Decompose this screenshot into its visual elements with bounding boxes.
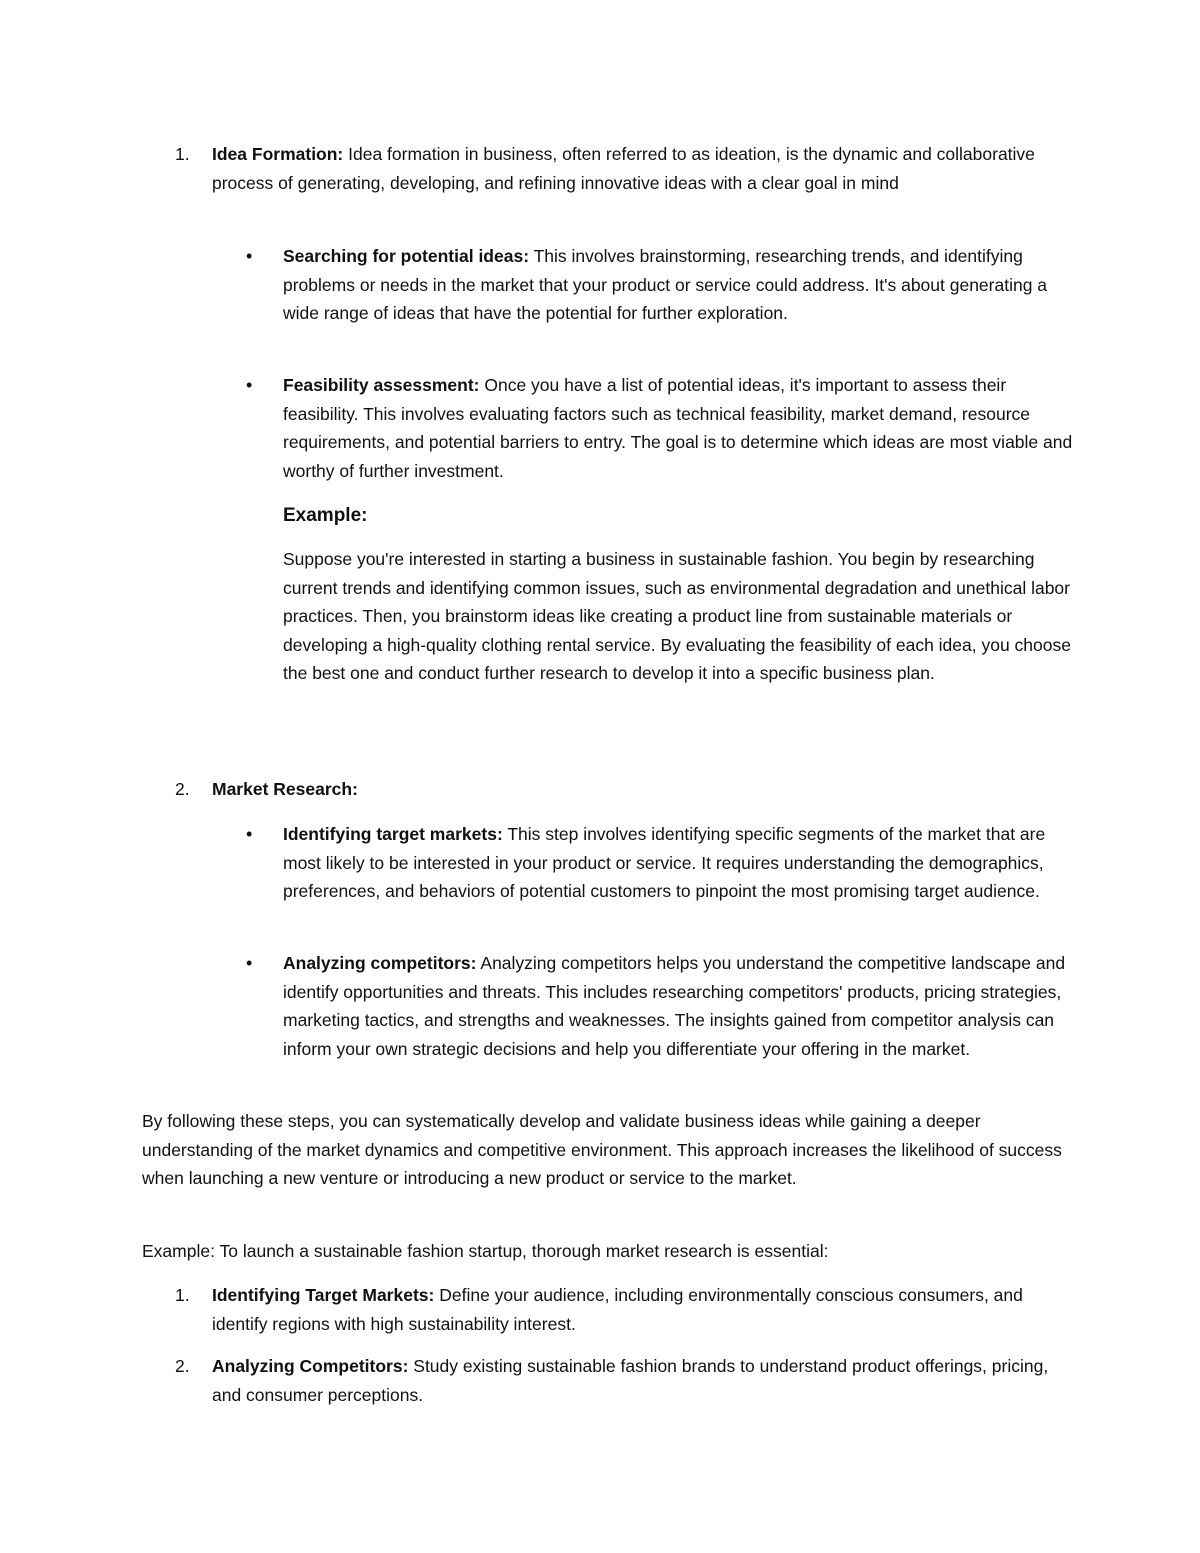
- list-number: 2.: [175, 1356, 190, 1376]
- item-heading: Identifying Target Markets:: [212, 1285, 435, 1305]
- example-heading: Example:: [283, 505, 368, 526]
- section1-heading: Idea Formation:: [212, 144, 344, 164]
- item-text: Define your audience, including environmentally conscious consumers, and identify regions with high sustainability interest.: [212, 1285, 1023, 1334]
- bullet-text: This involves brainstorming, researching trends, and identifying problems or needs in the market that your product or service could address. It's about generating a wide range of ideas that have the potential for further exploration.: [283, 246, 1048, 324]
- bullet-icon: •: [246, 953, 253, 973]
- bullet-text: Analyzing competitors helps you understand the competitive landscape and identify opportunities and threats. This includes researching competitors' products, pricing strategies, marketing tactics, and strengths and weaknesses. The insights gained from competitor analysis can inform your own strategic decisions and help you differentiate your offering in the market.: [283, 953, 1066, 1059]
- section1-text: Idea formation in business, often referred to as ideation, is the dynamic and collaborative process of generating, developing, and refining innovative ideas with a clear goal in mind: [212, 144, 1035, 193]
- list-number: 1.: [175, 144, 190, 164]
- list-item: [283, 949, 1073, 1063]
- item-text: Study existing sustainable fashion brands to understand product offerings, pricing, and consumer perceptions.: [212, 1356, 1049, 1405]
- example-paragraph: Suppose you're interested in starting a business in sustainable fashion. You begin by researching current trends and identifying common issues, such as environmental degradation and unethical labor practices. Then, you brainstorm ideas like creating a product line from sustainable materials or developing a high-quality clothing rental service. By evaluating the feasibility of each idea, you choose the best one and conduct further research to develop it into a specific business plan.: [283, 549, 1071, 684]
- section2-heading: Market Research:: [212, 779, 358, 799]
- bullet-text: Once you have a list of potential ideas, it's important to assess their feasibility. This involves evaluating factors such as technical feasibility, market demand, resource requirements, and potential barriers to entry. The goal is to determine which ideas are most viable and worthy of further investment.: [283, 375, 1073, 481]
- conclusion-paragraph: By following these steps, you can systematically develop and validate business ideas while gaining a deeper understanding of the market dynamics and competitive environment. This approach increases the likelihood of success when launching a new venture or introducing a new product or service to the market.: [142, 1111, 1062, 1189]
- bullet-heading: Searching for potential ideas:: [283, 246, 530, 266]
- bullet-heading: Identifying target markets:: [283, 824, 503, 844]
- bullet-icon: •: [246, 375, 253, 395]
- list-item: [283, 820, 1073, 906]
- bullet-icon: •: [246, 246, 253, 266]
- bullet-heading: Feasibility assessment:: [283, 375, 480, 395]
- example2-intro: Example: To launch a sustainable fashion startup, thorough market research is essential:: [142, 1241, 829, 1261]
- list-number: 2.: [175, 779, 190, 799]
- bullet-heading: Analyzing competitors:: [283, 953, 477, 973]
- bullet-text: This step involves identifying specific segments of the market that are most likely to be interested in your product or service. It requires understanding the demographics, preferences, and behaviors of potential customers to pinpoint the most promising target audience.: [283, 824, 1046, 902]
- bullet-icon: •: [246, 824, 253, 844]
- section1-paragraph: [212, 140, 1072, 197]
- item-heading: Analyzing Competitors:: [212, 1356, 409, 1376]
- list-item: [283, 242, 1073, 328]
- list-item: [212, 1352, 1072, 1409]
- list-number: 1.: [175, 1285, 190, 1305]
- list-item: [283, 371, 1073, 485]
- list-item: [212, 1281, 1072, 1338]
